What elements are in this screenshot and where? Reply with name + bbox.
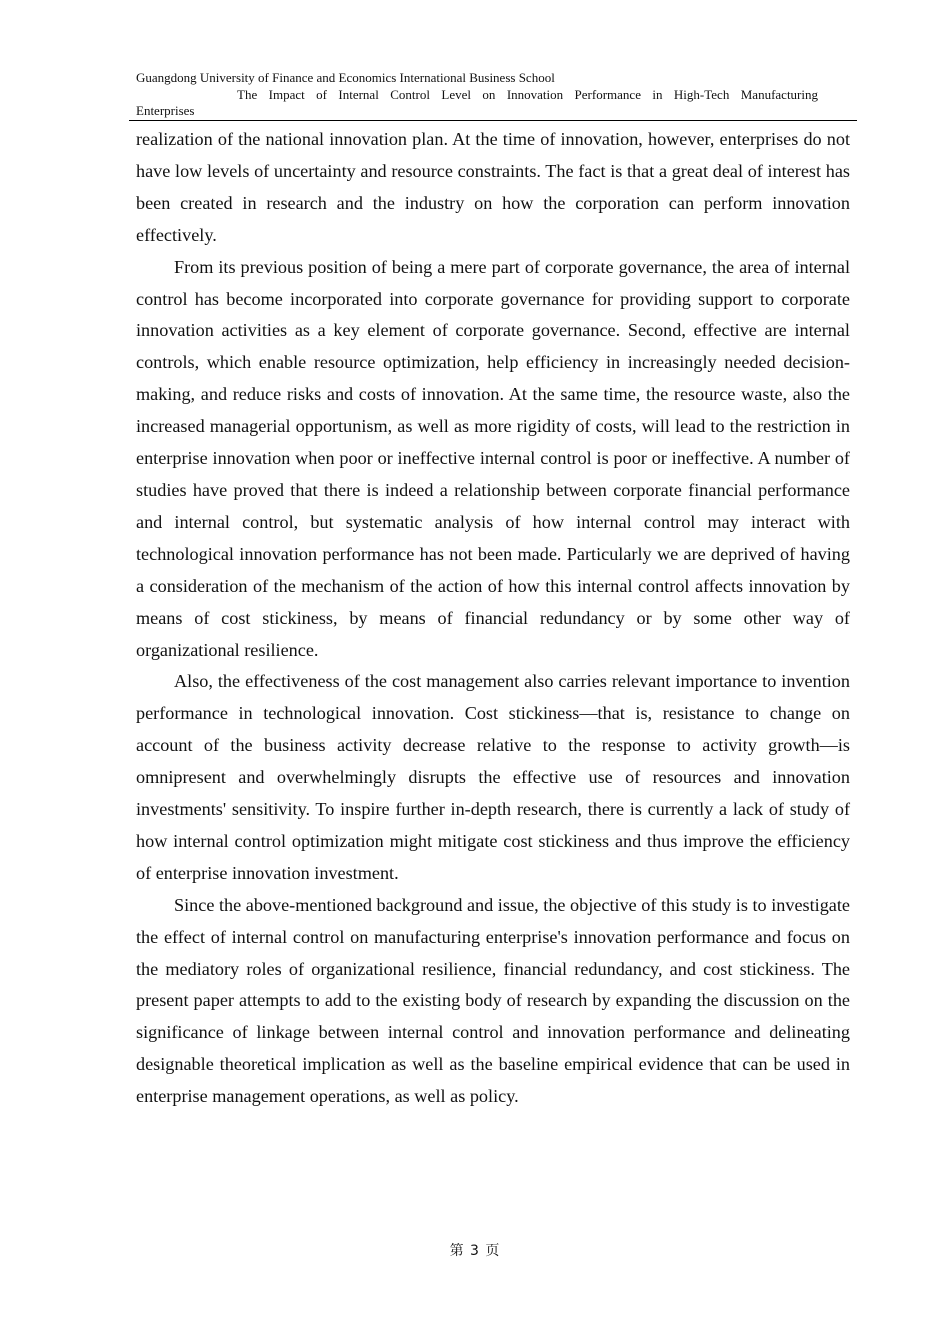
- paragraph-1: realization of the national innovation plan. At the time of innovation, however, enterprises do not have low levels of uncertainty and resource constraints. The fact is that a great deal of interest has been created in research and the industry on how the corporation can perform innovation effectively.: [136, 129, 850, 245]
- running-header: [136, 70, 850, 120]
- page-number: 第 3 页: [449, 1243, 501, 1259]
- header-title: The Impact of Internal Control Level on Innovation Performance in High-Tech Manufacturing: [237, 86, 818, 102]
- paragraph-2: From its previous position of being a mere part of corporate governance, the area of internal control has become incorporated into corporate governance for providing support to corporate innovation activities as a key element of corporate governance. Second, effective are internal controls, which enable resource optimization, help efficiency in increasingly needed decision-making, and reduce risks and costs of innovation. At the same time, the resource waste, also the increased managerial opportunism, as well as more rigidity of costs, will lead to the restriction in enterprise innovation when poor or ineffective internal control is poor or ineffective. A number of studies have proved that there is indeed a relationship between corporate financial performance and internal control, but systematic analysis of how internal control may interact with technological innovation performance has not been made. Particularly we are deprived of having a consideration of the mechanism of the action of how this internal control affects innovation by means of cost stickiness, by means of financial redundancy or by some other way of organizational resilience.: [136, 256, 850, 660]
- paragraph-4: Since the above-mentioned background and issue, the objective of this study is to investigate the effect of internal control on manufacturing enterprise's innovation performance and focus on the mediatory roles of organizational resilience, financial redundancy, and cost stickiness. The present paper attempts to add to the existing body of research by expanding the discussion on the significance of linkage between internal control and innovation performance and delineating designable theoretical implication as well as the baseline empirical evidence that can be used in enterprise management operations, as well as policy.: [136, 894, 850, 1107]
- header-title-continuation: Enterprises: [136, 103, 195, 118]
- header-rule: [129, 120, 857, 121]
- paragraph-3: Also, the effectiveness of the cost management also carries relevant importance to invention performance in technological innovation. Cost stickiness—that is, resistance to change on account of the business activity decrease relative to the response to activity growth—is omnipresent and overwhelmingly disrupts the effective use of resources and innovation investments' sensitivity. To inspire further in-depth research, there is currently a lack of study of how internal control optimization might mitigate cost stickiness and thus improve the efficiency of enterprise innovation investment.: [136, 671, 850, 883]
- body-text: [136, 124, 850, 1113]
- header-institution: Guangdong University of Finance and Economics International Business School: [136, 70, 555, 85]
